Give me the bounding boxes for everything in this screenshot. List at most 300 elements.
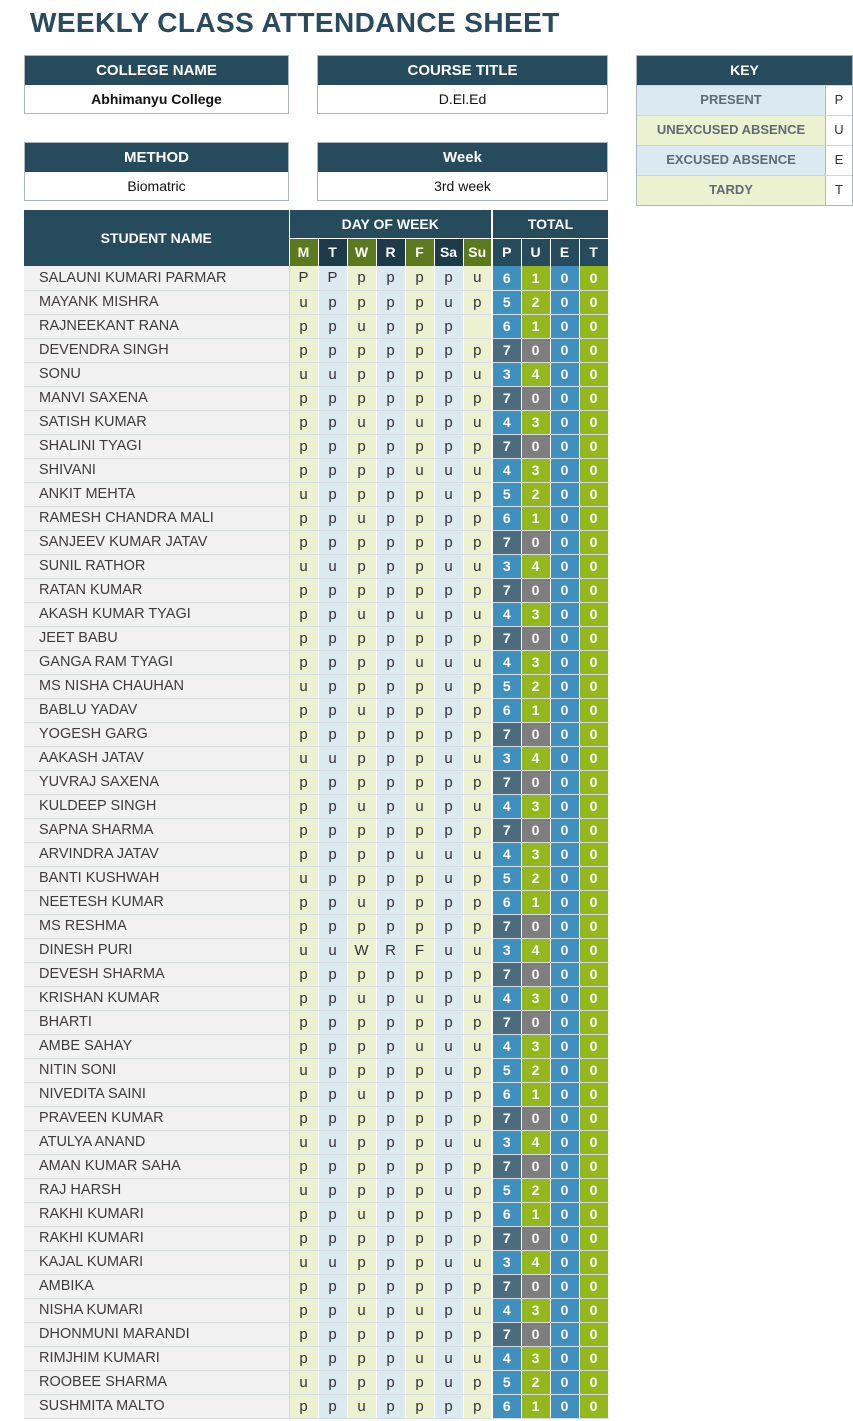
attendance-cell[interactable]: p [289,1394,318,1418]
attendance-cell[interactable]: p [376,674,405,698]
attendance-cell[interactable]: p [376,458,405,482]
attendance-cell[interactable]: p [463,578,492,602]
attendance-cell[interactable]: p [376,818,405,842]
student-name[interactable]: YUVRAJ SAXENA [24,770,289,794]
attendance-cell[interactable]: p [405,506,434,530]
attendance-cell[interactable]: p [318,602,347,626]
attendance-cell[interactable]: p [405,362,434,386]
student-name[interactable]: KRISHAN KUMAR [24,986,289,1010]
attendance-cell[interactable]: p [434,794,463,818]
student-name[interactable]: RATAN KUMAR [24,578,289,602]
attendance-cell[interactable]: p [434,1322,463,1346]
attendance-cell[interactable]: p [405,1154,434,1178]
attendance-cell[interactable]: u [463,938,492,962]
student-name[interactable]: RAJ HARSH [24,1178,289,1202]
student-name[interactable]: RIMJHIM KUMARI [24,1346,289,1370]
attendance-cell[interactable]: p [434,338,463,362]
attendance-cell[interactable]: u [463,794,492,818]
attendance-cell[interactable]: p [405,1370,434,1394]
attendance-cell[interactable]: u [289,1178,318,1202]
attendance-cell[interactable]: p [434,578,463,602]
attendance-cell[interactable]: u [434,842,463,866]
attendance-cell[interactable]: p [463,1058,492,1082]
attendance-cell[interactable]: u [434,938,463,962]
attendance-cell[interactable]: p [463,722,492,746]
method-value[interactable]: Biomatric [25,172,288,200]
attendance-cell[interactable]: p [376,482,405,506]
attendance-cell[interactable]: p [463,626,492,650]
attendance-cell[interactable]: p [434,626,463,650]
attendance-cell[interactable]: p [318,458,347,482]
attendance-cell[interactable]: p [289,722,318,746]
attendance-cell[interactable]: u [434,866,463,890]
attendance-cell[interactable]: p [289,1274,318,1298]
attendance-cell[interactable]: p [347,1154,376,1178]
attendance-cell[interactable]: u [405,1346,434,1370]
attendance-cell[interactable]: p [376,506,405,530]
attendance-cell[interactable]: u [463,410,492,434]
attendance-cell[interactable]: u [289,674,318,698]
attendance-cell[interactable]: p [289,1154,318,1178]
attendance-cell[interactable]: p [376,554,405,578]
attendance-cell[interactable]: u [289,482,318,506]
attendance-cell[interactable]: p [434,314,463,338]
student-name[interactable]: MAYANK MISHRA [24,290,289,314]
attendance-cell[interactable]: p [434,1202,463,1226]
attendance-cell[interactable]: p [376,1058,405,1082]
attendance-cell[interactable]: u [289,1250,318,1274]
attendance-cell[interactable]: p [376,386,405,410]
attendance-cell[interactable]: p [405,770,434,794]
attendance-cell[interactable]: p [376,578,405,602]
attendance-cell[interactable]: p [289,650,318,674]
attendance-cell[interactable]: p [434,1106,463,1130]
attendance-cell[interactable]: p [434,1394,463,1418]
student-name[interactable]: DHONMUNI MARANDI [24,1322,289,1346]
attendance-cell[interactable]: u [289,1130,318,1154]
attendance-cell[interactable]: u [463,1346,492,1370]
attendance-cell[interactable]: p [405,866,434,890]
attendance-cell[interactable]: p [289,1226,318,1250]
student-name[interactable]: AAKASH JATAV [24,746,289,770]
attendance-cell[interactable]: u [463,1298,492,1322]
attendance-cell[interactable]: p [318,1154,347,1178]
attendance-cell[interactable]: u [405,602,434,626]
attendance-cell[interactable]: p [434,890,463,914]
attendance-cell[interactable]: p [347,482,376,506]
attendance-cell[interactable]: u [463,266,492,290]
attendance-cell[interactable]: u [405,1298,434,1322]
attendance-cell[interactable]: u [405,458,434,482]
attendance-cell[interactable]: p [434,722,463,746]
attendance-cell[interactable]: p [289,1202,318,1226]
attendance-cell[interactable]: p [318,290,347,314]
attendance-cell[interactable]: p [463,530,492,554]
attendance-cell[interactable]: p [463,386,492,410]
attendance-cell[interactable]: p [405,1322,434,1346]
attendance-cell[interactable]: p [463,1178,492,1202]
attendance-cell[interactable]: p [318,506,347,530]
attendance-cell[interactable]: u [318,746,347,770]
student-name[interactable]: MS NISHA CHAUHAN [24,674,289,698]
attendance-cell[interactable]: u [434,482,463,506]
attendance-cell[interactable]: p [347,674,376,698]
attendance-cell[interactable]: p [405,1058,434,1082]
attendance-cell[interactable]: p [463,506,492,530]
attendance-cell[interactable]: u [463,1034,492,1058]
attendance-cell[interactable]: p [289,626,318,650]
attendance-cell[interactable]: p [376,770,405,794]
attendance-cell[interactable]: p [376,530,405,554]
attendance-cell[interactable]: W [347,938,376,962]
attendance-cell[interactable]: p [434,1274,463,1298]
attendance-cell[interactable]: p [376,1226,405,1250]
student-name[interactable]: SUSHMITA MALTO [24,1394,289,1418]
attendance-cell[interactable]: p [347,1106,376,1130]
attendance-cell[interactable]: p [289,1010,318,1034]
attendance-cell[interactable]: p [376,314,405,338]
attendance-cell[interactable]: p [289,314,318,338]
attendance-cell[interactable]: p [318,962,347,986]
attendance-cell[interactable]: p [347,578,376,602]
attendance-cell[interactable]: p [405,1226,434,1250]
attendance-cell[interactable]: p [434,410,463,434]
attendance-cell[interactable]: p [434,602,463,626]
attendance-cell[interactable]: u [405,794,434,818]
student-name[interactable]: MANVI SAXENA [24,386,289,410]
attendance-cell[interactable]: p [318,1346,347,1370]
attendance-cell[interactable]: p [405,674,434,698]
student-name[interactable]: BANTI KUSHWAH [24,866,289,890]
student-name[interactable]: GANGA RAM TYAGI [24,650,289,674]
attendance-cell[interactable]: p [405,482,434,506]
attendance-cell[interactable]: u [434,458,463,482]
attendance-cell[interactable]: p [463,1082,492,1106]
attendance-cell[interactable]: u [289,866,318,890]
attendance-cell[interactable]: p [376,1154,405,1178]
attendance-cell[interactable]: p [376,1106,405,1130]
attendance-cell[interactable]: p [463,1322,492,1346]
attendance-cell[interactable]: u [463,1250,492,1274]
attendance-cell[interactable]: p [347,338,376,362]
attendance-cell[interactable]: p [376,338,405,362]
student-name[interactable]: DINESH PURI [24,938,289,962]
attendance-cell[interactable]: u [434,1130,463,1154]
attendance-cell[interactable]: p [318,890,347,914]
student-name[interactable]: RAKHI KUMARI [24,1202,289,1226]
attendance-cell[interactable]: p [318,1298,347,1322]
attendance-cell[interactable]: p [347,914,376,938]
attendance-cell[interactable]: p [376,1178,405,1202]
attendance-cell[interactable]: p [289,794,318,818]
attendance-cell[interactable]: p [405,746,434,770]
attendance-cell[interactable]: p [347,1010,376,1034]
attendance-cell[interactable]: u [434,650,463,674]
attendance-cell[interactable]: p [434,434,463,458]
attendance-cell[interactable]: p [289,410,318,434]
student-name[interactable]: RAMESH CHANDRA MALI [24,506,289,530]
attendance-cell[interactable]: u [347,314,376,338]
attendance-cell[interactable]: p [347,266,376,290]
attendance-cell[interactable]: p [289,602,318,626]
attendance-cell[interactable]: p [405,578,434,602]
attendance-cell[interactable]: p [434,986,463,1010]
attendance-cell[interactable]: p [347,1034,376,1058]
attendance-cell[interactable]: p [318,1394,347,1418]
attendance-cell[interactable]: u [463,362,492,386]
attendance-cell[interactable]: p [405,530,434,554]
student-name[interactable]: NIVEDITA SAINI [24,1082,289,1106]
attendance-cell[interactable]: p [434,266,463,290]
attendance-cell[interactable]: p [463,1274,492,1298]
attendance-cell[interactable]: p [405,338,434,362]
college-name-value[interactable]: Abhimanyu College [25,85,288,113]
attendance-cell[interactable]: p [405,818,434,842]
attendance-cell[interactable]: p [376,410,405,434]
attendance-cell[interactable]: p [318,410,347,434]
student-name[interactable]: NISHA KUMARI [24,1298,289,1322]
attendance-cell[interactable]: u [347,506,376,530]
attendance-cell[interactable]: p [318,1010,347,1034]
attendance-cell[interactable]: p [289,818,318,842]
attendance-cell[interactable]: p [463,1106,492,1130]
attendance-cell[interactable]: p [289,434,318,458]
attendance-cell[interactable]: p [289,1298,318,1322]
student-name[interactable]: AMBE SAHAY [24,1034,289,1058]
student-name[interactable]: AMAN KUMAR SAHA [24,1154,289,1178]
attendance-cell[interactable]: p [376,890,405,914]
attendance-cell[interactable]: u [318,1130,347,1154]
attendance-cell[interactable]: u [405,842,434,866]
attendance-cell[interactable]: p [405,1010,434,1034]
attendance-cell[interactable]: p [347,866,376,890]
attendance-cell[interactable]: p [318,986,347,1010]
attendance-cell[interactable]: R [376,938,405,962]
attendance-cell[interactable]: p [318,650,347,674]
attendance-cell[interactable]: p [463,770,492,794]
attendance-cell[interactable]: p [376,1202,405,1226]
attendance-cell[interactable]: p [289,962,318,986]
attendance-cell[interactable]: p [434,962,463,986]
attendance-cell[interactable]: p [289,890,318,914]
attendance-cell[interactable]: p [376,962,405,986]
attendance-cell[interactable]: u [289,290,318,314]
attendance-cell[interactable]: p [405,1106,434,1130]
attendance-cell[interactable]: p [405,266,434,290]
attendance-cell[interactable]: P [318,266,347,290]
attendance-cell[interactable]: p [405,434,434,458]
attendance-cell[interactable]: p [289,1034,318,1058]
attendance-cell[interactable]: p [376,1250,405,1274]
attendance-cell[interactable]: p [463,962,492,986]
attendance-cell[interactable]: p [405,1130,434,1154]
attendance-cell[interactable]: u [434,1250,463,1274]
attendance-cell[interactable]: p [434,386,463,410]
attendance-cell[interactable]: p [463,674,492,698]
student-name[interactable]: SONU [24,362,289,386]
attendance-cell[interactable]: p [347,746,376,770]
attendance-cell[interactable]: p [376,362,405,386]
attendance-cell[interactable]: p [463,818,492,842]
attendance-cell[interactable]: p [463,434,492,458]
student-name[interactable]: YOGESH GARG [24,722,289,746]
attendance-cell[interactable]: p [347,1226,376,1250]
attendance-cell[interactable]: p [376,746,405,770]
attendance-cell[interactable]: p [434,1226,463,1250]
attendance-cell[interactable]: p [376,794,405,818]
attendance-cell[interactable]: p [376,698,405,722]
attendance-cell[interactable]: p [463,482,492,506]
attendance-cell[interactable]: u [434,554,463,578]
attendance-cell[interactable]: p [463,866,492,890]
attendance-cell[interactable]: u [289,554,318,578]
attendance-cell[interactable]: p [347,818,376,842]
attendance-cell[interactable]: p [318,866,347,890]
attendance-cell[interactable]: p [376,650,405,674]
attendance-cell[interactable]: p [318,626,347,650]
student-name[interactable]: JEET BABU [24,626,289,650]
attendance-cell[interactable]: p [318,1226,347,1250]
attendance-cell[interactable]: u [434,1058,463,1082]
attendance-cell[interactable]: p [318,314,347,338]
attendance-cell[interactable]: u [434,1178,463,1202]
attendance-cell[interactable]: p [318,674,347,698]
course-title-value[interactable]: D.El.Ed [318,85,607,113]
attendance-cell[interactable]: p [289,1346,318,1370]
attendance-cell[interactable]: p [376,1034,405,1058]
attendance-cell[interactable]: u [434,1034,463,1058]
attendance-cell[interactable]: p [318,338,347,362]
attendance-cell[interactable]: u [463,1130,492,1154]
attendance-cell[interactable]: u [463,602,492,626]
attendance-cell[interactable]: p [347,362,376,386]
attendance-cell[interactable]: p [347,1178,376,1202]
attendance-cell[interactable]: p [289,338,318,362]
attendance-cell[interactable]: p [376,626,405,650]
attendance-cell[interactable]: p [347,1130,376,1154]
student-name[interactable]: SAPNA SHARMA [24,818,289,842]
attendance-cell[interactable]: p [376,602,405,626]
attendance-cell[interactable]: u [463,986,492,1010]
student-name[interactable]: DEVENDRA SINGH [24,338,289,362]
attendance-cell[interactable]: p [405,1250,434,1274]
attendance-cell[interactable]: p [318,794,347,818]
attendance-cell[interactable]: p [434,1010,463,1034]
attendance-cell[interactable]: u [347,1082,376,1106]
attendance-cell[interactable]: p [376,842,405,866]
attendance-cell[interactable]: p [318,1082,347,1106]
attendance-cell[interactable]: p [318,1178,347,1202]
student-name[interactable]: RAKHI KUMARI [24,1226,289,1250]
attendance-cell[interactable]: p [405,1178,434,1202]
attendance-cell[interactable]: p [318,530,347,554]
attendance-cell[interactable]: p [405,554,434,578]
student-name[interactable]: BHARTI [24,1010,289,1034]
attendance-cell[interactable]: p [463,1010,492,1034]
student-name[interactable]: SHIVANI [24,458,289,482]
attendance-cell[interactable]: p [405,386,434,410]
attendance-cell[interactable]: p [463,1154,492,1178]
attendance-cell[interactable]: p [376,1130,405,1154]
attendance-cell[interactable]: u [318,938,347,962]
attendance-cell[interactable]: p [434,506,463,530]
student-name[interactable]: DEVESH SHARMA [24,962,289,986]
student-name[interactable]: RAJNEEKANT RANA [24,314,289,338]
attendance-cell[interactable]: p [318,482,347,506]
attendance-cell[interactable]: u [347,1394,376,1418]
attendance-cell[interactable]: p [376,1082,405,1106]
attendance-cell[interactable]: p [289,1106,318,1130]
attendance-cell[interactable]: p [405,290,434,314]
attendance-cell[interactable]: p [376,1274,405,1298]
attendance-cell[interactable]: u [405,410,434,434]
attendance-cell[interactable]: p [318,386,347,410]
student-name[interactable]: ARVINDRA JATAV [24,842,289,866]
attendance-cell[interactable]: u [434,290,463,314]
attendance-cell[interactable]: p [289,578,318,602]
student-name[interactable]: KULDEEP SINGH [24,794,289,818]
attendance-cell[interactable]: p [318,1322,347,1346]
attendance-cell[interactable] [463,314,492,338]
student-name[interactable]: SATISH KUMAR [24,410,289,434]
attendance-cell[interactable]: p [347,434,376,458]
attendance-cell[interactable]: p [463,1226,492,1250]
attendance-cell[interactable]: p [463,1370,492,1394]
week-value[interactable]: 3rd week [318,172,607,200]
attendance-cell[interactable]: u [463,746,492,770]
attendance-cell[interactable]: u [289,746,318,770]
attendance-cell[interactable]: p [347,770,376,794]
attendance-cell[interactable]: p [347,1322,376,1346]
attendance-cell[interactable]: u [347,794,376,818]
student-name[interactable]: BABLU YADAV [24,698,289,722]
attendance-cell[interactable]: p [318,818,347,842]
attendance-cell[interactable]: p [318,1058,347,1082]
attendance-cell[interactable]: u [463,458,492,482]
attendance-cell[interactable]: p [347,650,376,674]
attendance-cell[interactable]: p [347,458,376,482]
attendance-cell[interactable]: p [405,1274,434,1298]
attendance-cell[interactable]: p [376,914,405,938]
attendance-cell[interactable]: u [289,1058,318,1082]
attendance-cell[interactable]: u [347,602,376,626]
attendance-cell[interactable]: p [376,1394,405,1418]
attendance-cell[interactable]: p [376,866,405,890]
attendance-cell[interactable]: p [434,818,463,842]
attendance-cell[interactable]: p [434,1298,463,1322]
attendance-cell[interactable]: p [463,338,492,362]
attendance-cell[interactable]: p [347,386,376,410]
attendance-cell[interactable]: p [318,698,347,722]
attendance-cell[interactable]: p [347,1250,376,1274]
attendance-cell[interactable]: p [434,698,463,722]
attendance-cell[interactable]: p [318,578,347,602]
attendance-cell[interactable]: u [405,986,434,1010]
attendance-cell[interactable]: p [318,770,347,794]
attendance-cell[interactable]: u [347,698,376,722]
attendance-cell[interactable]: p [347,1346,376,1370]
student-name[interactable]: SANJEEV KUMAR JATAV [24,530,289,554]
attendance-cell[interactable]: p [405,314,434,338]
attendance-cell[interactable]: u [347,890,376,914]
attendance-cell[interactable]: u [347,1202,376,1226]
student-name[interactable]: NEETESH KUMAR [24,890,289,914]
attendance-cell[interactable]: p [376,1370,405,1394]
attendance-cell[interactable]: p [434,1082,463,1106]
attendance-cell[interactable]: u [434,746,463,770]
attendance-cell[interactable]: u [434,1370,463,1394]
attendance-cell[interactable]: u [289,362,318,386]
